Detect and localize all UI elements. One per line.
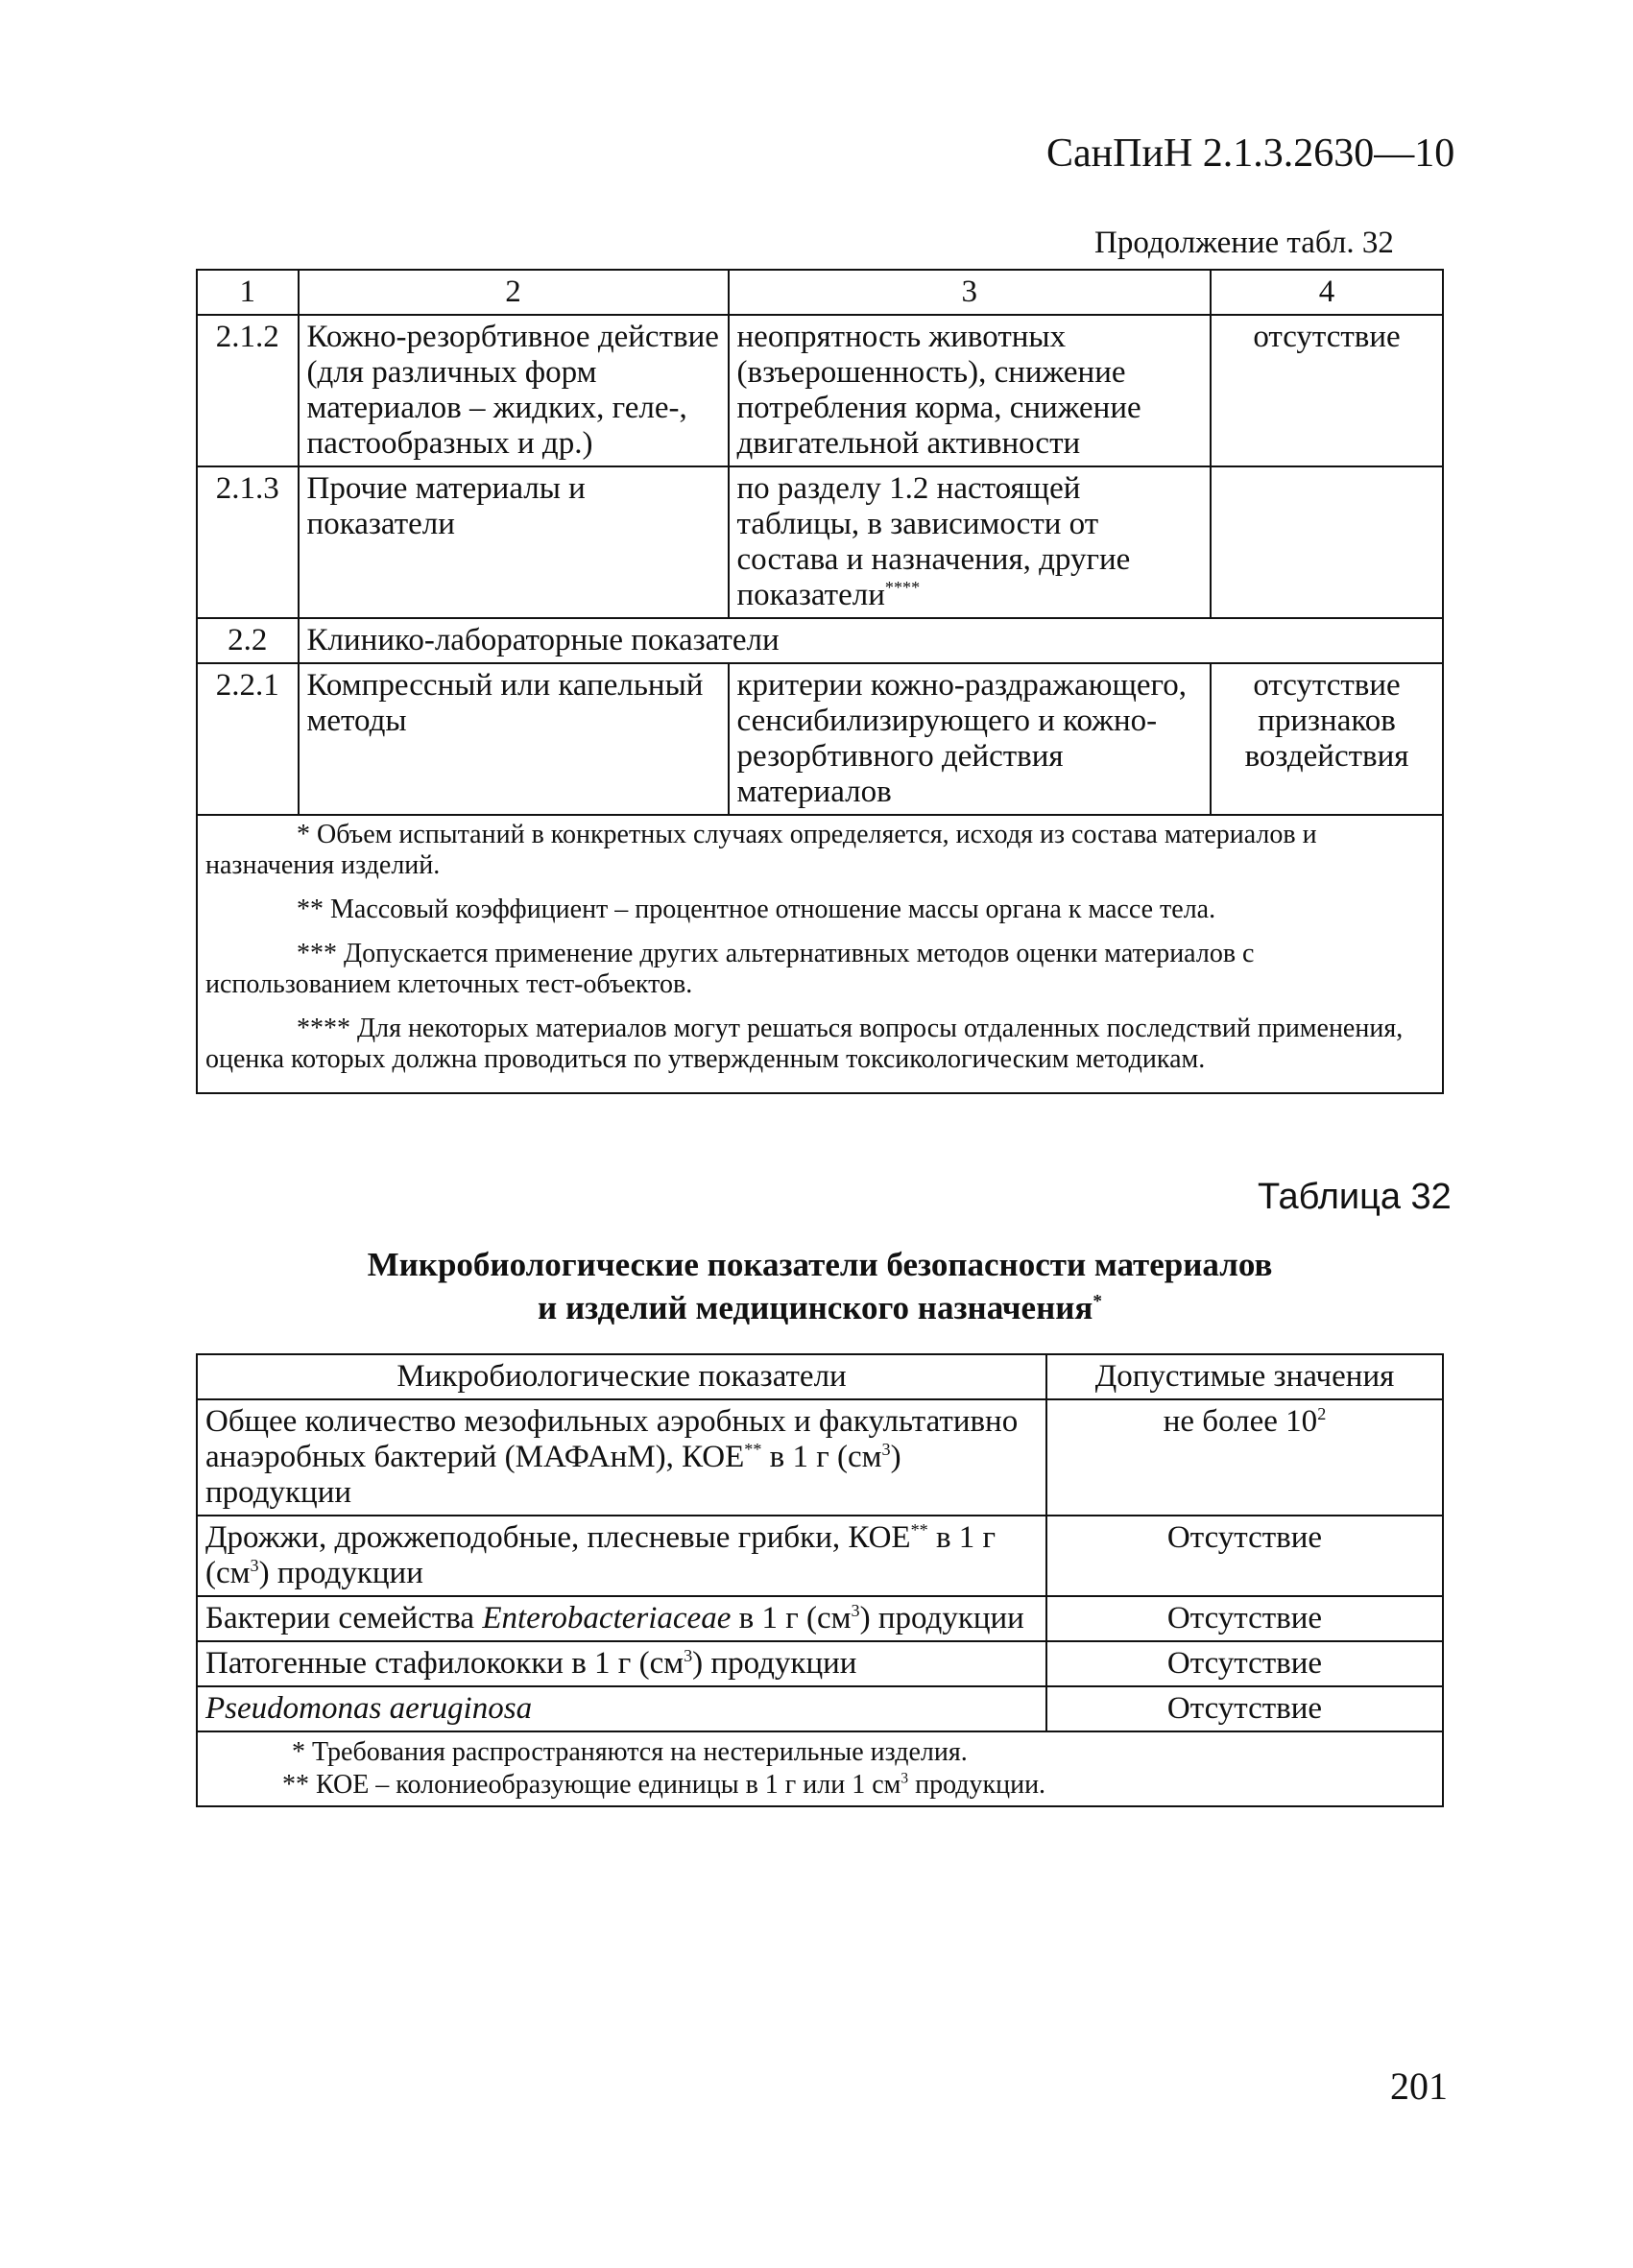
value: отсутствие [1211,315,1443,466]
column-header: 4 [1211,270,1443,315]
text: ) продукции [859,1601,1024,1635]
allowed-value: Отсутствие [1046,1516,1443,1596]
text: Патогенные стафилококки в 1 г (см [205,1646,684,1681]
text: Бактерии семейства [205,1601,483,1635]
indicator-name: Компрессный или капельный методы [299,663,729,815]
text: продукции. [908,1770,1046,1800]
indicator-name: Кожно-резорбтивное действие (для различных форм материалов – жидких, геле-, пастообразных и др.) [299,315,729,466]
header-row [197,270,1443,315]
title-line [196,1286,1444,1329]
criteria: неопрятность животных (взъерошенность), снижение потребления корма, снижение двигательной активности [729,315,1212,466]
footnote-marker: ** [744,1440,762,1459]
table-row [197,1596,1443,1641]
column-header: 3 [729,270,1212,315]
footnote: * Объем испытаний в конкретных случаях определяется, исходя из состава материалов и назначения изделий. [205,820,1317,880]
indicator [197,1686,1046,1731]
footnote [205,1769,1434,1802]
criteria-text: по разделу 1.2 настоящей таблицы, в зависимости от состава и назначения, другие показатели [736,471,1131,612]
table-title [196,1243,1444,1329]
footnote: *** Допускается применение других альтернативных методов оценки материалов с использованием клеточных тест-объектов. [205,939,1255,999]
column-header: Микробиологические показатели [197,1354,1046,1399]
indicator [197,1596,1046,1641]
text: не более 10 [1163,1404,1318,1439]
footnote: * Требования распространяются на нестерильные изделия. [292,1737,968,1767]
section-row [197,618,1443,663]
row-number: 2.1.3 [197,466,299,618]
footnote: ** Массовый коэффициент – процентное отношение массы органа к массе тела. [297,895,1216,924]
table-row [197,663,1443,815]
allowed-value: Отсутствие [1046,1596,1443,1641]
indicator [197,1516,1046,1596]
indicator [197,1399,1046,1516]
superscript: 3 [851,1601,860,1620]
column-header: Допустимые значения [1046,1354,1443,1399]
table-row [197,1399,1443,1516]
text: ) продукции [258,1556,423,1590]
allowed-value: Отсутствие [1046,1686,1443,1731]
header-row [197,1354,1443,1399]
superscript: 3 [250,1556,259,1575]
footnotes [197,815,1443,1093]
text: ** КОЕ – колониеобразующие единицы в 1 г или 1 см [282,1770,901,1800]
text: ) продукции [205,1440,901,1510]
value [1211,466,1443,618]
column-header: 1 [197,270,299,315]
indicator-name: Прочие материалы и показатели [299,466,729,618]
section-title: Клинико-лабораторные показатели [299,618,1443,663]
text: в 1 г (см [731,1601,852,1635]
row-number: 2.2 [197,618,299,663]
footnotes-row [197,815,1443,1093]
title-line: Микробиологические показатели безопасности материалов [367,1246,1273,1283]
criteria [729,466,1212,618]
superscript: 3 [881,1440,891,1459]
italic-text: Enterobacteriaceae [482,1601,732,1635]
row-number: 2.1.2 [197,315,299,466]
table-row [197,1686,1443,1731]
italic-text: Pseudomonas aeruginosa [205,1691,533,1726]
table-continuation-label: Продолжение табл. 32 [1094,226,1394,260]
footnote-marker: **** [884,578,921,597]
text: в 1 г (см [761,1440,882,1474]
table-32 [196,1353,1444,1807]
column-header: 2 [299,270,729,315]
footnote-marker: ** [910,1520,928,1540]
footnotes [197,1731,1443,1806]
page-number: 201 [1390,2065,1448,2108]
table-label: Таблица 32 [1258,1177,1452,1217]
allowed-value: Отсутствие [1046,1641,1443,1686]
table-row [197,1516,1443,1596]
row-number: 2.2.1 [197,663,299,815]
title-text: и изделий медицинского назначения [538,1289,1093,1326]
value: отсутствие признаков воздействия [1211,663,1443,815]
table-row [197,466,1443,618]
criteria: критерии кожно-раздражающего, сенсибилизирующего и кожно-резорбтивного действия материалов [729,663,1212,815]
text: Дрожжи, дрожжеподобные, плесневые грибки, КОЕ [205,1520,911,1555]
text: в 1 г (см [205,1520,997,1590]
allowed-value [1046,1399,1443,1516]
footnote: **** Для некоторых материалов могут решаться вопросы отдаленных последствий применения, оценка которых должна проводиться по утвержденным токсикологическим методикам. [205,1014,1404,1074]
document-code: СанПиН 2.1.3.2630—10 [1046,131,1455,176]
indicator [197,1641,1046,1686]
table-32-continuation [196,269,1444,1094]
table-row [197,315,1443,466]
superscript: 3 [684,1646,693,1665]
superscript: 2 [1317,1404,1327,1423]
text: Общее количество мезофильных аэробных и факультативно анаэробных бактерий (МАФАнМ), КОЕ [205,1404,1019,1474]
footnote-marker: * [1093,1291,1102,1312]
table-row [197,1641,1443,1686]
text: ) продукции [692,1646,857,1681]
superscript: 3 [901,1770,909,1787]
footnotes-row [197,1731,1443,1806]
